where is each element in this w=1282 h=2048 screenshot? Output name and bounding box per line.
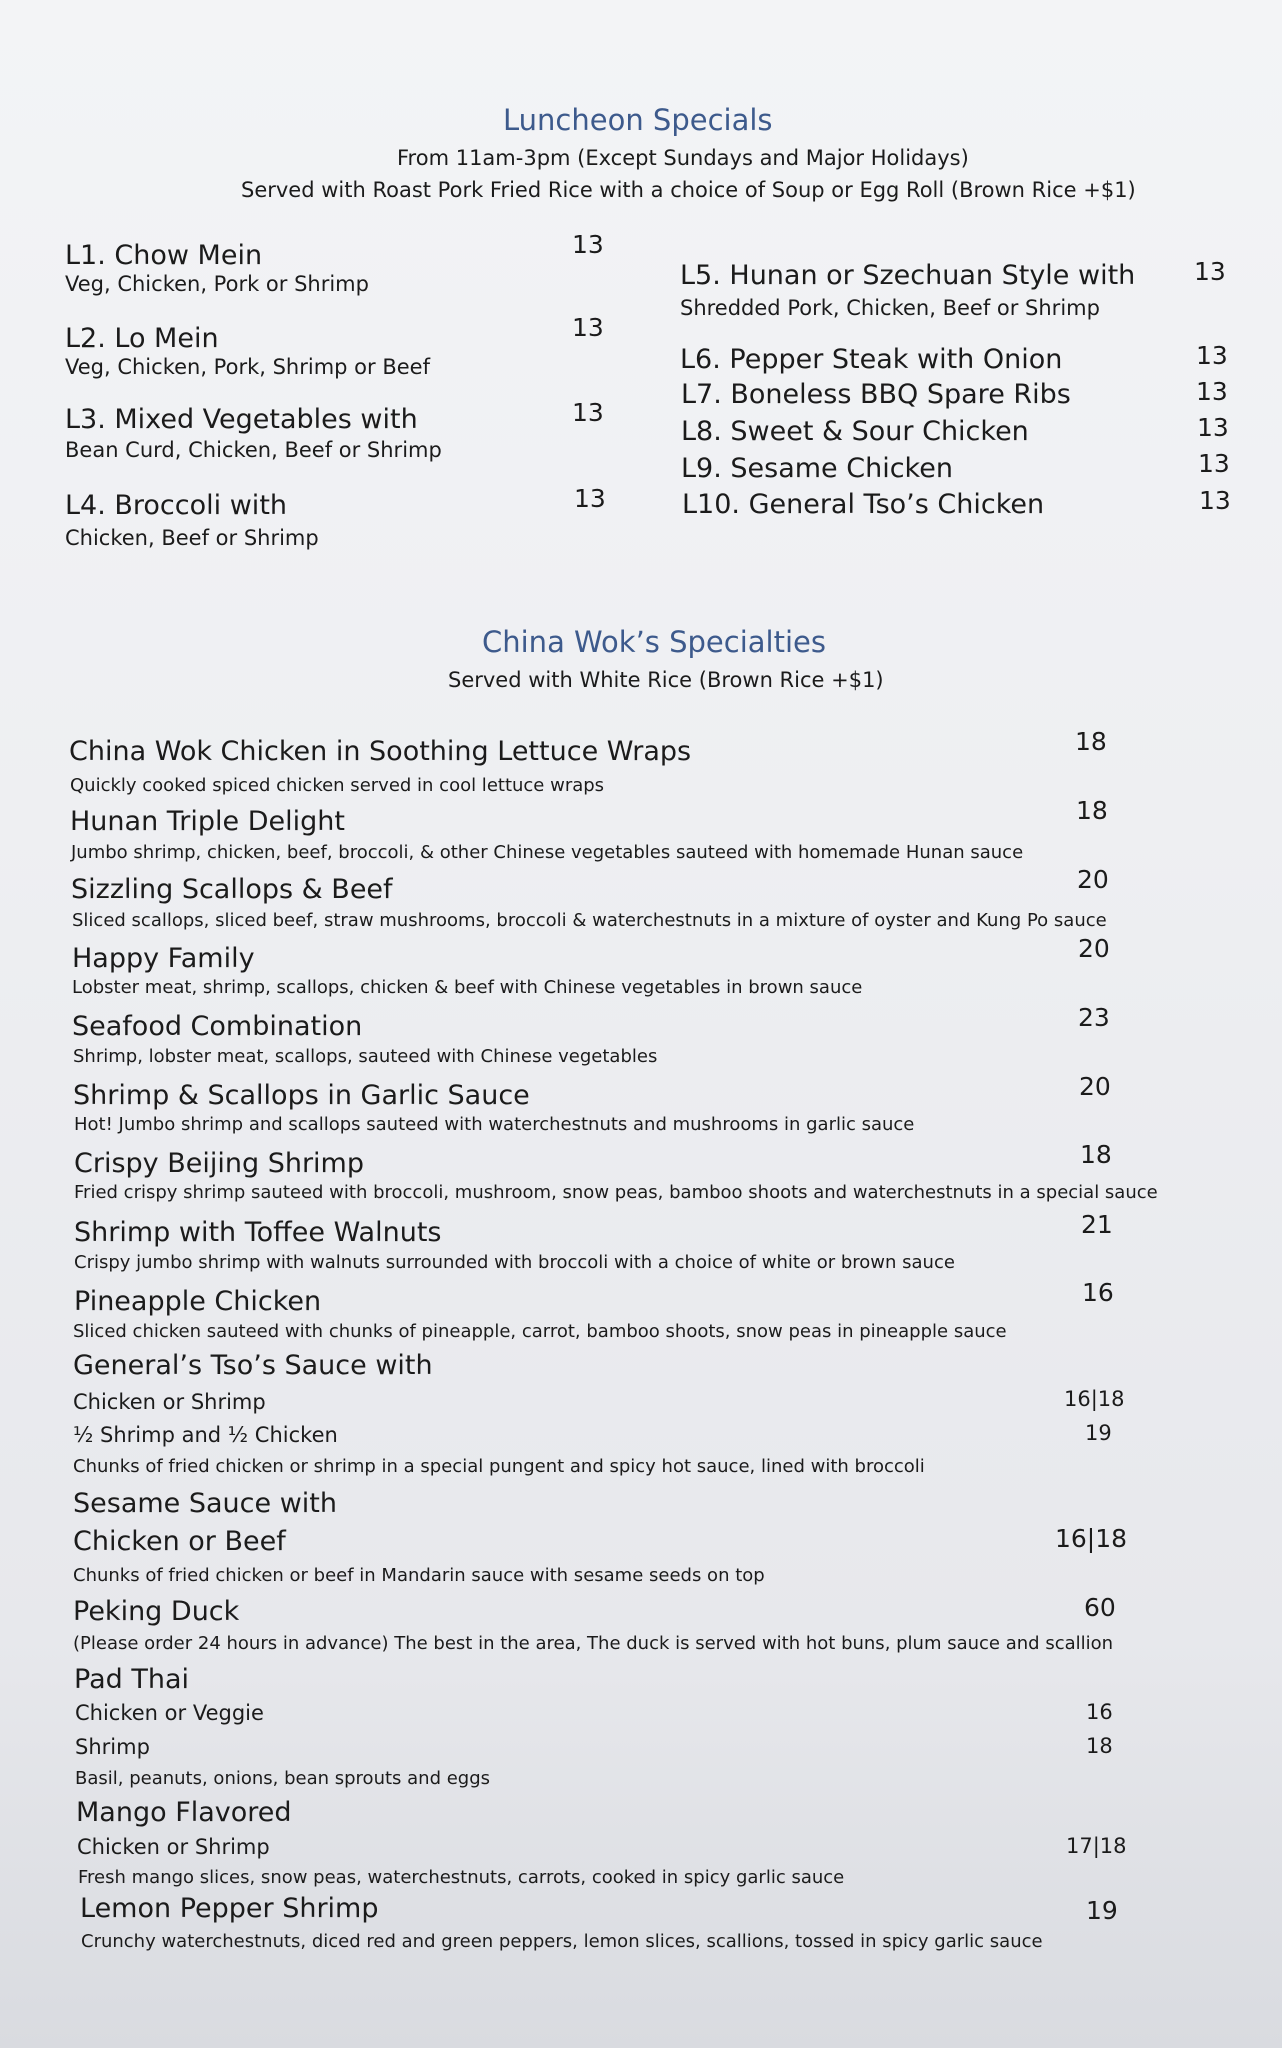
specialty-price: 20 [1078, 934, 1110, 963]
specialty-name: General’s Tso’s Sauce with [73, 1350, 433, 1381]
menu-item-sub: Bean Curd, Chicken, Beef or Shrimp [65, 438, 442, 462]
specialty-name: Happy Family [72, 943, 255, 974]
specialty-price: 16 [1082, 1278, 1114, 1307]
menu-item-price: 13 [1194, 257, 1226, 286]
specialty-desc: Crunchy waterchestnuts, diced red and green peppers, lemon slices, scallions, tossed in spicy garlic sauce [81, 1931, 1043, 1952]
specialty-desc: (Please order 24 hours in advance) The best in the area, The duck is served with hot buns, plum sauce and scallion [73, 1633, 1114, 1654]
specialty-desc: Sliced scallops, sliced beef, straw mushrooms, broccoli & waterchestnuts in a mixture of oyster and Kung Po sauce [72, 910, 1107, 931]
specialty-price: 23 [1078, 1003, 1110, 1032]
specialty-desc: Shrimp, lobster meat, scallops, sauteed with Chinese vegetables [73, 1046, 658, 1067]
menu-item-name: L4. Broccoli with [65, 490, 288, 521]
specialty-price: 20 [1077, 865, 1109, 894]
menu-item-sub: Veg, Chicken, Pork or Shrimp [65, 272, 369, 296]
specialty-price: 18 [1086, 1734, 1113, 1758]
specialty-name: Sizzling Scallops & Beef [71, 874, 393, 905]
menu-item-name: L1. Chow Mein [65, 240, 263, 271]
menu-item-price: 13 [1196, 377, 1228, 406]
specialty-name: Lemon Pepper Shrimp [80, 1893, 379, 1924]
specialty-name: Hunan Triple Delight [70, 806, 345, 837]
menu-item-name: L9. Sesame Chicken [681, 453, 953, 484]
menu-item-price: 13 [574, 484, 606, 513]
specialty-name: Shrimp & Scallops in Garlic Sauce [73, 1080, 530, 1111]
specialty-desc: Quickly cooked spiced chicken served in cool lettuce wraps [70, 775, 605, 796]
specialty-option: ½ Shrimp and ½ Chicken [73, 1423, 338, 1447]
menu-item-price: 13 [1198, 449, 1230, 478]
specialty-name: Mango Flavored [76, 1797, 292, 1828]
specialty-name: China Wok Chicken in Soothing Lettuce Wraps [69, 736, 692, 767]
specialty-name: Sesame Sauce with [73, 1488, 337, 1519]
specialty-price: 20 [1079, 1072, 1111, 1101]
specialty-price: 18 [1080, 1140, 1112, 1169]
luncheon-served: Served with Roast Pork Fried Rice with a choice of Soup or Egg Roll (Brown Rice +$1) [241, 178, 1136, 202]
specialty-desc: Chunks of fried chicken or shrimp in a special pungent and spicy hot sauce, lined with broccoli [73, 1456, 925, 1477]
specialty-desc: Chunks of fried chicken or beef in Mandarin sauce with sesame seeds on top [73, 1565, 765, 1586]
menu-item-sub: Chicken, Beef or Shrimp [65, 526, 319, 550]
specialty-price: 60 [1084, 1593, 1116, 1622]
menu-item-price: 13 [572, 398, 604, 427]
menu-item-name: L10. General Tso’s Chicken [682, 489, 1045, 520]
specialties-title: China Wok’s Specialties [482, 625, 826, 659]
menu-item-price: 13 [1196, 341, 1228, 370]
specialty-price: 18 [1076, 796, 1108, 825]
menu-item-name: L6. Pepper Steak with Onion [680, 344, 1063, 375]
specialty-name: Shrimp with Toffee Walnuts [74, 1217, 442, 1248]
menu-item-name: L2. Lo Mein [65, 323, 219, 354]
specialty-price: 16|18 [1064, 1387, 1125, 1411]
specialty-desc: Fresh mango slices, snow peas, waterchestnuts, carrots, cooked in spicy garlic sauce [78, 1867, 845, 1888]
specialty-price: 16 [1086, 1700, 1113, 1724]
specialty-name: Peking Duck [73, 1596, 240, 1627]
specialty-name: Seafood Combination [72, 1011, 363, 1042]
specialty-desc: Basil, peanuts, onions, bean sprouts and eggs [75, 1768, 491, 1789]
specialty-price: 16|18 [1055, 1524, 1128, 1553]
specialty-option: Chicken or Shrimp [73, 1390, 266, 1414]
specialty-name: Pineapple Chicken [74, 1286, 322, 1317]
specialty-price: 21 [1081, 1210, 1113, 1239]
specialty-name: Crispy Beijing Shrimp [74, 1148, 364, 1179]
specialty-desc: Crispy jumbo shrimp with walnuts surrounded with broccoli with a choice of white or brown sauce [74, 1252, 955, 1273]
menu-item-name: L8. Sweet & Sour Chicken [681, 416, 1029, 447]
specialty-price: 19 [1086, 1896, 1118, 1925]
specialties-served: Served with White Rice (Brown Rice +$1) [448, 668, 884, 692]
specialty-price: 17|18 [1066, 1834, 1127, 1858]
menu-item-price: 13 [572, 313, 604, 342]
specialty-option: Shrimp [75, 1735, 150, 1759]
specialty-desc: Sliced chicken sauteed with chunks of pineapple, carrot, bamboo shoots, snow peas in pineapple sauce [73, 1321, 1007, 1342]
specialty-desc: Jumbo shrimp, chicken, beef, broccoli, & other Chinese vegetables sauteed with homemade Hunan sauce [71, 842, 1024, 863]
specialty-desc: Lobster meat, shrimp, scallops, chicken & beef with Chinese vegetables in brown sauce [72, 977, 863, 998]
specialty-option: Chicken or Veggie [75, 1701, 264, 1725]
specialty-price: 19 [1085, 1421, 1112, 1445]
menu-item-price: 13 [1199, 486, 1231, 515]
menu-item-name: L3. Mixed Vegetables with [65, 404, 418, 435]
specialty-option: Chicken or Beef [73, 1526, 286, 1557]
menu-item-price: 13 [572, 230, 604, 259]
specialty-desc: Hot! Jumbo shrimp and scallops sauteed with waterchestnuts and mushrooms in garlic sauce [74, 1114, 915, 1135]
menu-item-sub: Shredded Pork, Chicken, Beef or Shrimp [680, 296, 1100, 320]
menu-item-name: L5. Hunan or Szechuan Style with [680, 260, 1136, 291]
menu-item-name: L7. Boneless BBQ Spare Ribs [681, 379, 1071, 410]
specialty-name: Pad Thai [74, 1664, 189, 1695]
specialty-desc: Fried crispy shrimp sauteed with broccoli, mushroom, snow peas, bamboo shoots and waterchestnuts in a special sauce [74, 1182, 1158, 1203]
specialty-option: Chicken or Shrimp [77, 1835, 270, 1859]
menu-item-price: 13 [1197, 413, 1229, 442]
specialty-price: 18 [1075, 727, 1107, 756]
luncheon-hours: From 11am-3pm (Except Sundays and Major Holidays) [397, 146, 969, 170]
menu-item-sub: Veg, Chicken, Pork, Shrimp or Beef [65, 355, 430, 379]
luncheon-title: Luncheon Specials [503, 103, 773, 137]
